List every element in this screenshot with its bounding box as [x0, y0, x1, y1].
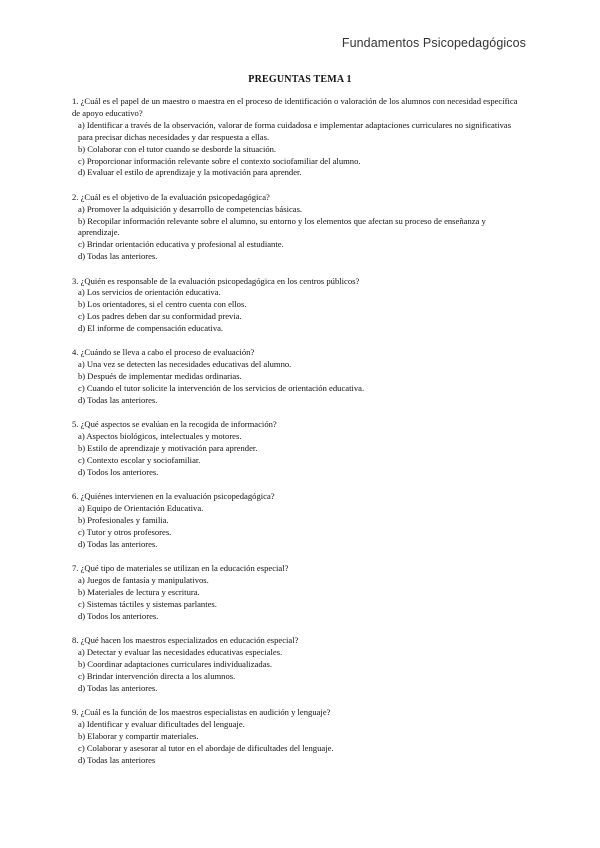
question-text: 2. ¿Cuál es el objetivo de la evaluación psicopedagógica? [72, 191, 270, 202]
option-a: a) Identificar a través de la observación, valorar de forma cuidadosa e implementar adaptaciones curriculares no significativas para precisar dichas necesidades y dar respuesta a ellas. [78, 119, 512, 142]
option-c: c) Brindar orientación educativa y profesional al estudiante. [78, 239, 284, 250]
option-a: a) Equipo de Orientación Educativa. [78, 503, 204, 514]
document-header: Fundamentos Psicopedagógicos [341, 36, 526, 50]
option-c: c) Cuando el tutor solicite la intervención de los servicios de orientación educativa. [78, 383, 365, 394]
option-b: b) Los orientadores, si el centro cuenta con ellos. [78, 299, 247, 310]
question-1 [72, 96, 524, 179]
question-3 [72, 276, 524, 336]
option-a: a) Identificar y evaluar dificultades del lenguaje. [78, 719, 245, 729]
question-list [72, 96, 524, 779]
option-d: d) El informe de compensación educativa. [78, 323, 224, 334]
question-text: 1. ¿Cuál es el papel de un maestro o maestra en el proceso de identificación o valoración de los alumnos con necesidad específica de apoyo educativo? [72, 96, 518, 118]
question-text: 9. ¿Cuál es la función de los maestros especialistas en audición y lenguaje? [72, 707, 331, 718]
option-d: d) Evaluar el estilo de aprendizaje y la motivación para aprender. [78, 167, 302, 178]
option-b: b) Estilo de aprendizaje y motivación para aprender. [78, 443, 258, 454]
option-a: a) Promover la adquisición y desarrollo de competencias básicas. [78, 203, 303, 214]
question-text: 4. ¿Cuándo se lleva a cabo el proceso de evaluación? [72, 347, 255, 358]
option-a: a) Detectar y evaluar las necesidades educativas especiales. [78, 647, 283, 658]
option-d: d) Todas las anteriores. [78, 538, 158, 549]
option-a: a) Una vez se detecten las necesidades educativas del alumno. [78, 359, 292, 370]
option-a: a) Aspectos biológicos, intelectuales y motores. [78, 431, 242, 442]
question-text: 5. ¿Qué aspectos se evalúan en la recogida de información? [72, 419, 277, 430]
option-c: c) Contexto escolar y sociofamiliar. [78, 455, 201, 466]
option-b: b) Elaborar y compartir materiales. [78, 730, 199, 741]
question-2 [72, 192, 524, 263]
option-b: b) Profesionales y familia. [78, 515, 169, 526]
question-8 [72, 635, 524, 695]
option-b: b) Recopilar información relevante sobre el alumno, su entorno y los elementos que afectan su proceso de enseñanza y aprendizaje. [78, 215, 486, 238]
question-4 [72, 347, 524, 407]
option-d: d) Todas las anteriores. [78, 251, 158, 262]
question-6 [72, 491, 524, 551]
option-d: d) Todos los anteriores. [78, 467, 159, 478]
option-a: a) Los servicios de orientación educativa. [78, 287, 221, 298]
question-text: 8. ¿Qué hacen los maestros especializados en educación especial? [72, 635, 299, 646]
option-c: c) Sistemas táctiles y sistemas parlantes. [78, 598, 217, 609]
question-text: 6. ¿Quiénes intervienen en la evaluación psicopedagógica? [72, 491, 275, 502]
option-c: c) Tutor y otros profesores. [78, 527, 172, 538]
option-d: d) Todas las anteriores [78, 754, 156, 765]
option-a: a) Juegos de fantasía y manipulativos. [78, 575, 209, 586]
option-b: b) Colaborar con el tutor cuando se desborde la situación. [78, 143, 277, 154]
option-d: d) Todos los anteriores. [78, 610, 159, 621]
option-d: d) Todas las anteriores. [78, 395, 158, 406]
option-d: d) Todas las anteriores. [78, 682, 158, 693]
question-text: 3. ¿Quién es responsable de la evaluación psicopedagógica en los centros públicos? [72, 275, 360, 286]
page-title: PREGUNTAS TEMA 1 [248, 74, 352, 85]
option-c: c) Colaborar y asesorar al tutor en el abordaje de dificultades del lenguaje. [78, 742, 334, 753]
question-5 [72, 419, 524, 479]
option-b: b) Después de implementar medidas ordinarias. [78, 371, 242, 382]
question-text: 7. ¿Qué tipo de materiales se utilizan en la educación especial? [72, 563, 289, 574]
option-b: b) Materiales de lectura y escritura. [78, 587, 200, 598]
question-7 [72, 563, 524, 623]
option-b: b) Coordinar adaptaciones curriculares individualizadas. [78, 658, 273, 669]
question-9 [72, 707, 524, 767]
option-c: c) Proporcionar información relevante sobre el contexto sociofamiliar del alumno. [78, 155, 361, 166]
option-c: c) Los padres deben dar su conformidad previa. [78, 311, 242, 322]
option-c: c) Brindar intervención directa a los alumnos. [78, 670, 236, 681]
